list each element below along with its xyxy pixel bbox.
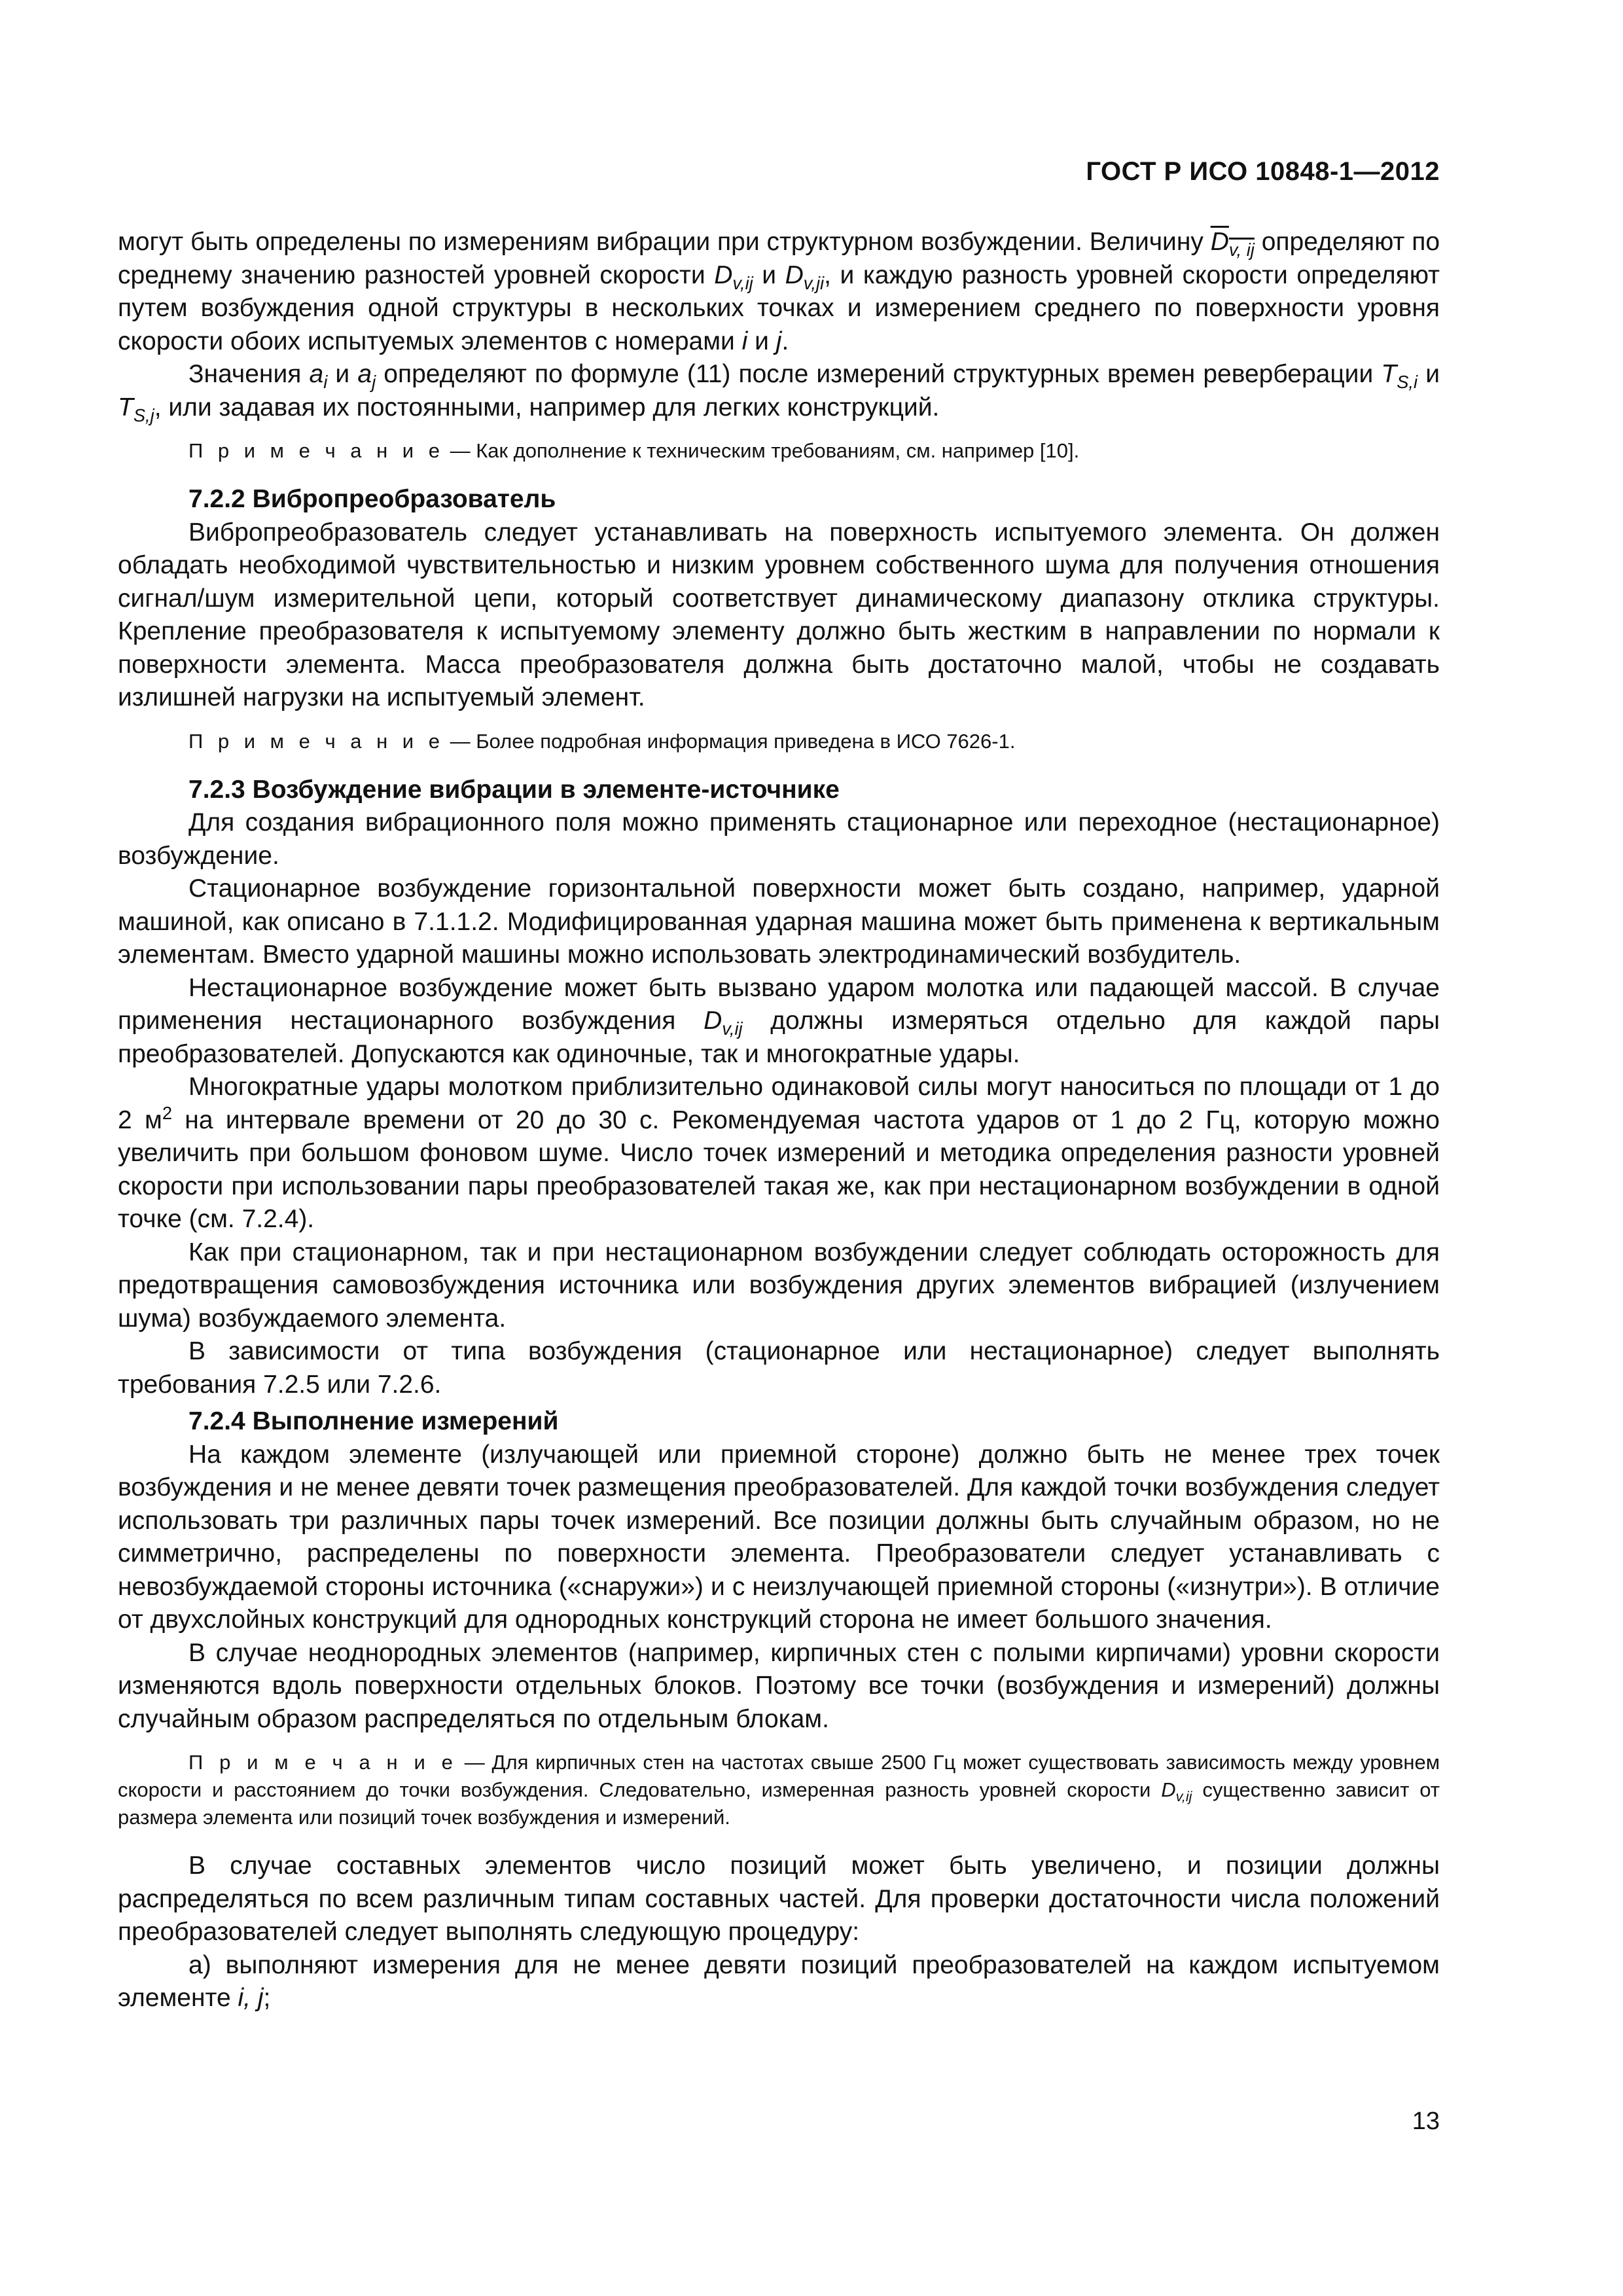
paragraph-12: В случае составных элементов число позиций может быть увеличено, и позиции должны распределяться по всем различным типам составных частей. Для проверки достаточности числа положений преобразователей следует выполнять следующую процедуру: [118, 1852, 1440, 1946]
list-item-a: a) выполняют измерения для не менее девяти позиций преобразователей на каждом испытуемом элементе i, j; [118, 1950, 1440, 2012]
paragraph-1: могут быть определены по измерениям вибрации при структурном возбуждении. Величину $D_{v, ij}$ определяют по среднему значению разностей уровней скорости $D_{v,ij}$ и $D_{v,ji}$, и каждую разность уровней скорости определяют путем возбуждения одной структуры в нескольких точках и измерением среднего по поверхности уровня скорости обоих испытуемых элементов с номерами i и j. [118, 228, 1440, 355]
note-2: П р и м е ч а н и е — Более подробная информация приведена в ИСО 7626-1. [188, 729, 1016, 753]
paragraph-11: В случае неоднородных элементов (например, кирпичных стен с полыми кирпичами) уровни скорости изменяются вдоль поверхности отдельных блоков. Поэтому все точки (возбуждения и измерений) должны случайным образом распределяться по отдельным блокам. [118, 1638, 1440, 1733]
page-number: 13 [1412, 2108, 1440, 2135]
math-dvij-mean: $D_{v, ij}$ [1210, 228, 1255, 260]
paragraph-2: Значения $a_i$ и $a_j$ определяют по формуле (11) после измерений структурных времен реверберации $T_{S,i}$ и $T_{S,j}$, или задавая их постоянными, например для легких конструкций. [118, 360, 1440, 425]
section-heading-7-2-4: 7.2.4 Выполнение измерений [188, 1407, 559, 1435]
note-3: П р и м е ч а н и е — Для кирпичных стен на частотах свыше 2500 Гц может существовать зависимость между уровнем скорости и расстоянием до точки возбуждения. Следовательно, измеренная разность уровней скорости $D_{v,ij}$ существенно зависит от размера элемента или позиций точек возбуждения и измерений. [118, 1751, 1440, 1829]
note-1: П р и м е ч а н и е — Как дополнение к техническим требованиям, см. например [10]. [188, 439, 1080, 462]
paragraph-7: Многократные удары молотком приблизительно одинаковой силы могут наноситься по площади от 1 до 2 $м^2$ на интервале времени от 20 до 30 с. Рекомендуемая частота ударов от 1 до 2 Гц, которую можно увеличить при большом фоновом шуме. Число точек измерений и методика определения разности уровней скорости при использовании пары преобразователей такая же, как при нестационарном возбуждении в одной точке (см. 7.2.4). [118, 1073, 1440, 1233]
paragraph-8: Как при стационарном, так и при нестационарном возбуждении следует соблюдать осторожность для предотвращения самовозбуждения источника или возбуждения других элементов вибрацией (излучением шума) возбуждаемого элемента. [118, 1238, 1440, 1333]
note-label: П р и м е ч а н и е [188, 439, 444, 462]
paragraph-4: Для создания вибрационного поля можно применять стационарное или переходное (нестационарное) возбуждение. [118, 808, 1440, 870]
paragraph-5: Стационарное возбуждение горизонтальной поверхности может быть создано, например, ударной машиной, как описано в 7.1.1.2. Модифицированная ударная машина может быть применена к вертикальным элементам. Вместо ударной машины можно использовать электродинамический возбудитель. [118, 874, 1440, 969]
paragraph-10: На каждом элементе (излучающей или приемной стороне) должно быть не менее трех точек возбуждения и не менее девяти точек размещения преобразователей. Для каждой точки возбуждения следует использовать три различных пары точек измерений. Все позиции должны быть случайным образом, но не симметрично, распределены по поверхности элемента. Преобразователи следует устанавливать с невозбуждаемой стороны источника («снаружи») и с неизлучающей приемной стороны («изнутри»). В отличие от двухслойных конструкций для однородных конструкций сторона не имеет большого значения. [118, 1440, 1440, 1634]
paragraph-3: Вибропреобразователь следует устанавливать на поверхность испытуемого элемента. Он должен обладать необходимой чувствительностью и низким уровнем собственного шума для получения отношения сигнал/шум измерительной цепи, который соответствует динамическому диапазону отклика структуры. Крепление преобразователя к испытуемому элементу должно быть жестким в направлении по нормали к поверхности элемента. Масса преобразователя должна быть достаточно малой, чтобы не создавать излишней нагрузки на испытуемый элемент. [118, 518, 1440, 711]
paragraph-9: В зависимости от типа возбуждения (стационарное или нестационарное) следует выполнять требования 7.2.5 или 7.2.6. [118, 1337, 1440, 1399]
section-heading-7-2-3: 7.2.3 Возбуждение вибрации в элементе-источнике [188, 775, 840, 804]
note-label: П р и м е ч а н и е [188, 1751, 457, 1774]
document-header: ГОСТ Р ИСО 10848-1—2012 [1086, 157, 1440, 186]
paragraph-6: Нестационарное возбуждение может быть вызвано ударом молотка или падающей массой. В случае применения нестационарного возбуждения $D_{v,ij}$ должны измеряться отдельно для каждой пары преобразователей. Допускаются как одиночные, так и многократные удары. [118, 973, 1440, 1068]
section-heading-7-2-2: 7.2.2 Вибропреобразователь [188, 485, 556, 513]
note-label: П р и м е ч а н и е [188, 729, 444, 753]
document-body [118, 226, 1440, 2015]
